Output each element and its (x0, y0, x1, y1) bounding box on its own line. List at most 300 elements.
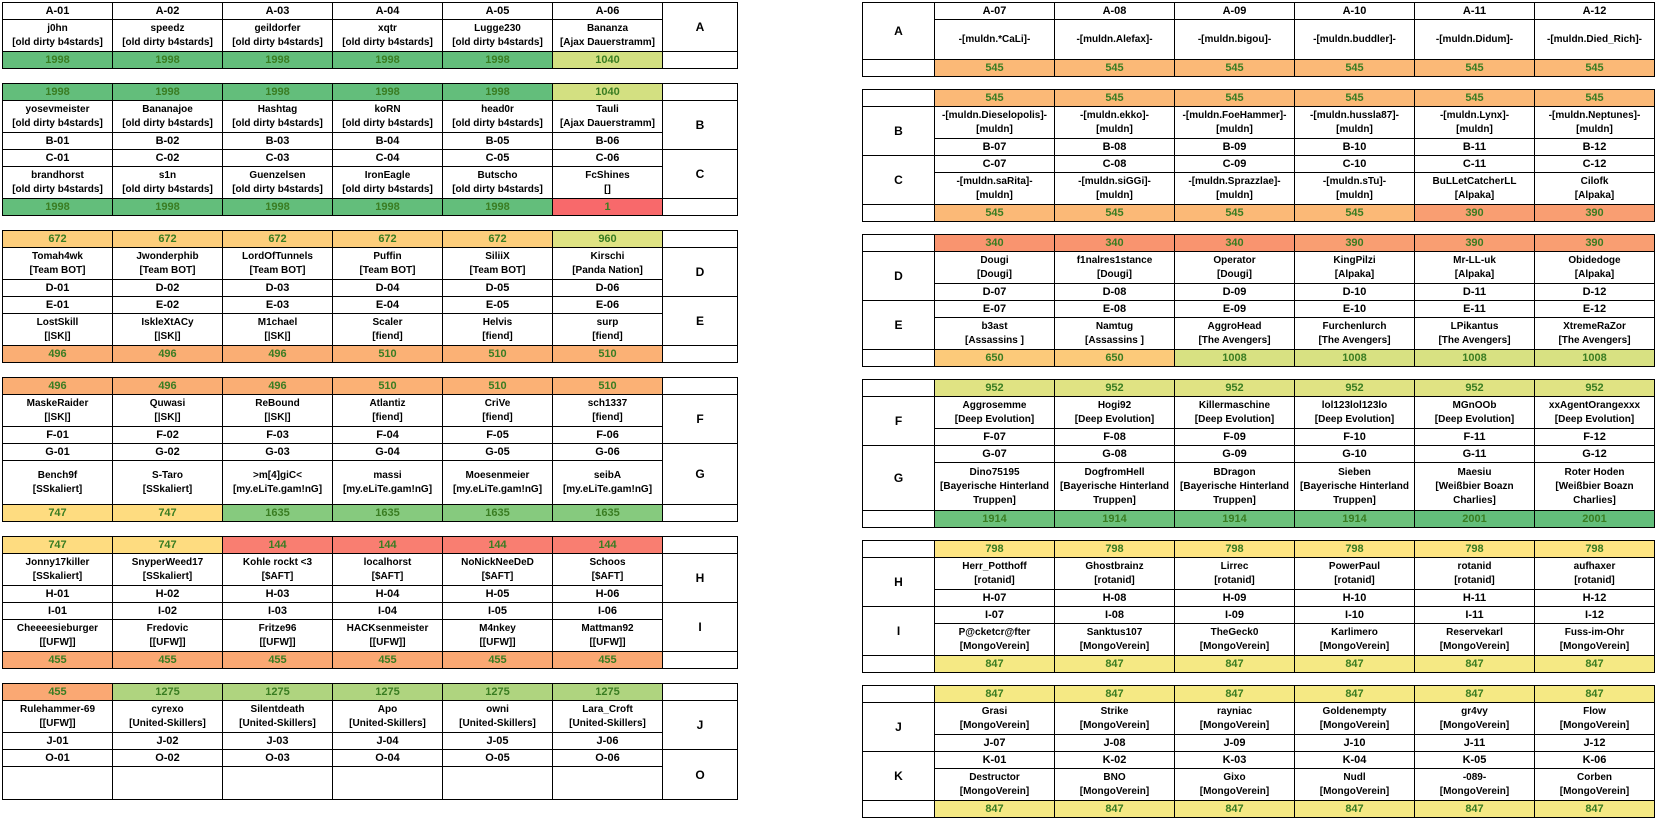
player-name: Operator (1213, 254, 1256, 266)
seat-code-cell: J-11 (1415, 735, 1535, 752)
player-name: IronEagle (364, 169, 411, 181)
player-name: Moesenmeier (465, 469, 530, 481)
clan-tag: [old dirty b4stards] (12, 117, 103, 129)
clan-tag: [[UFW]] (149, 636, 186, 648)
score-cell: 1 (553, 199, 663, 216)
clan-tag: [old dirty b4stards] (122, 183, 213, 195)
player-name: rotanid (1457, 560, 1492, 572)
clan-tag: [MongoVerein] (1559, 785, 1630, 797)
player-name: TheGeck0 (1210, 626, 1259, 638)
clan-tag: [old dirty b4stards] (342, 36, 433, 48)
player-cell (223, 767, 333, 800)
player-name: Karlimero (1331, 626, 1378, 638)
score-cell: 1008 (1415, 350, 1535, 367)
score-cell: 545 (1295, 60, 1415, 77)
player-name: Dougi (980, 254, 1009, 266)
player-name: LostSkill (36, 316, 79, 328)
score-cell: 1998 (223, 199, 333, 216)
seat-block (2, 377, 738, 522)
player-cell (113, 248, 223, 280)
player-cell (443, 248, 553, 280)
player-name: xxAgentOrangexxx (1548, 399, 1641, 411)
clan-tag: [United-Skillers] (569, 717, 646, 729)
row-label: O (663, 750, 738, 800)
seat-code-cell: C-04 (333, 150, 443, 167)
seat-code-cell: O-02 (113, 750, 223, 767)
clan-tag: [United-Skillers] (239, 717, 316, 729)
player-cell (1535, 252, 1655, 284)
player-cell (935, 703, 1055, 735)
seat-code-cell: D-09 (1175, 284, 1295, 301)
seat-block (2, 683, 738, 800)
clan-tag: [Deep Evolution] (1194, 413, 1275, 425)
clan-tag: [Bayerische Hinterland Truppen] (1300, 480, 1409, 506)
player-cell (1535, 173, 1655, 205)
row-label: D (863, 252, 935, 301)
score-cell: 455 (333, 652, 443, 669)
seat-code-cell: B-03 (223, 133, 333, 150)
clan-tag: [MongoVerein] (1319, 785, 1390, 797)
clan-tag: [MongoVerein] (1199, 719, 1270, 731)
score-cell: 1998 (113, 84, 223, 101)
row-label: F (663, 395, 738, 444)
player-name: IskleXtACy (141, 316, 194, 328)
player-cell (223, 20, 333, 52)
player-name: Destructor (969, 771, 1020, 783)
player-cell (1055, 20, 1175, 60)
seat-code-cell: D-01 (3, 280, 113, 297)
seat-code-cell: B-06 (553, 133, 663, 150)
seat-code-cell: G-12 (1535, 446, 1655, 463)
player-cell (113, 767, 223, 800)
seat-code-cell: J-05 (443, 733, 553, 750)
score-cell: 545 (1415, 90, 1535, 107)
seat-code-cell: C-01 (3, 150, 113, 167)
player-cell (1535, 107, 1655, 139)
player-name: owni (486, 703, 509, 715)
player-cell (1055, 703, 1175, 735)
clan-tag: [$AFT] (481, 570, 514, 582)
seat-code-cell: O-06 (553, 750, 663, 767)
player-name: Namtug (1095, 320, 1134, 332)
spacer-cell (863, 801, 935, 818)
player-cell (1295, 252, 1415, 284)
player-cell (1175, 558, 1295, 590)
player-cell (333, 701, 443, 733)
player-cell (935, 173, 1055, 205)
seat-code-cell: G-06 (553, 444, 663, 461)
score-cell: 545 (1055, 90, 1175, 107)
clan-tag: [MongoVerein] (1199, 640, 1270, 652)
score-cell: 510 (333, 346, 443, 363)
player-name: M4nkey (479, 622, 516, 634)
seat-code-cell: B-12 (1535, 139, 1655, 156)
clan-tag: [Alpaka] (1334, 268, 1375, 280)
clan-tag: [SSkaliert] (32, 570, 83, 582)
player-name: Bananajoe (142, 103, 193, 115)
player-name: Grasi (981, 705, 1008, 717)
clan-tag: [muldn] (1216, 189, 1253, 201)
seat-code-cell: H-03 (223, 586, 333, 603)
player-cell (333, 767, 443, 800)
seat-code-cell: J-01 (3, 733, 113, 750)
seat-code-cell: O-03 (223, 750, 333, 767)
player-cell (223, 101, 333, 133)
player-cell (3, 767, 113, 800)
row-label: H (863, 558, 935, 607)
player-cell (443, 101, 553, 133)
score-cell: 847 (1175, 656, 1295, 673)
player-name: Silentdeath (250, 703, 305, 715)
seat-code-cell: B-11 (1415, 139, 1535, 156)
clan-tag: [rotanid] (974, 574, 1015, 586)
player-name: Herr_Potthoff (962, 560, 1027, 572)
seat-code-cell: D-07 (935, 284, 1055, 301)
seat-code-cell: F-07 (935, 429, 1055, 446)
seat-code-cell: E-12 (1535, 301, 1655, 318)
player-name: localhorst (363, 556, 412, 568)
player-cell (1295, 558, 1415, 590)
player-name: Kirschi (590, 250, 625, 262)
clan-tag: [muldn] (1336, 189, 1373, 201)
score-cell: 847 (935, 686, 1055, 703)
player-cell (935, 107, 1055, 139)
score-cell: 1635 (443, 505, 553, 522)
score-cell: 847 (1415, 686, 1535, 703)
seat-code-cell: H-05 (443, 586, 553, 603)
seat-block (2, 230, 738, 363)
clan-tag: [old dirty b4stards] (452, 117, 543, 129)
player-cell (1535, 397, 1655, 429)
player-cell (1055, 463, 1175, 511)
seat-code-cell: I-12 (1535, 607, 1655, 624)
player-name: j0hn (47, 22, 68, 34)
clan-tag: [Assassins ] (1085, 334, 1144, 346)
player-name: Corben (1577, 771, 1612, 783)
player-name: Killermaschine (1198, 399, 1271, 411)
player-name: Strike (1100, 705, 1129, 717)
player-cell (1295, 318, 1415, 350)
score-cell: 496 (113, 378, 223, 395)
clan-tag: [MongoVerein] (959, 785, 1030, 797)
player-name: cyrexo (151, 703, 184, 715)
seat-block (862, 379, 1655, 528)
clan-tag: [muldn] (976, 123, 1013, 135)
seat-code-cell: C-02 (113, 150, 223, 167)
seat-code-cell: J-12 (1535, 735, 1655, 752)
player-name: -[muldn.Died_Rich]- (1547, 33, 1642, 45)
spacer-cell (663, 684, 738, 701)
score-cell: 1275 (553, 684, 663, 701)
player-cell (3, 554, 113, 586)
seat-code-cell: H-04 (333, 586, 443, 603)
player-cell (935, 463, 1055, 511)
player-name: Aggrosemme (962, 399, 1027, 411)
seat-code-cell: J-02 (113, 733, 223, 750)
seat-code-cell: A-09 (1175, 3, 1295, 20)
seat-code-cell: H-06 (553, 586, 663, 603)
player-name: koRN (374, 103, 401, 115)
clan-tag: [] (604, 183, 611, 195)
player-name: BNO (1103, 771, 1126, 783)
seat-code-cell: F-05 (443, 427, 553, 444)
clan-tag: [SSkaliert] (142, 483, 193, 495)
player-cell (3, 314, 113, 346)
player-name: -089- (1462, 771, 1487, 783)
row-label: J (863, 703, 935, 752)
score-cell: 1998 (443, 84, 553, 101)
player-cell (935, 769, 1055, 801)
player-name: brandhorst (31, 169, 84, 181)
score-cell: 747 (113, 505, 223, 522)
player-cell (1055, 173, 1175, 205)
seat-code-cell: J-08 (1055, 735, 1175, 752)
player-cell (1295, 397, 1415, 429)
player-cell (443, 314, 553, 346)
row-label: K (863, 752, 935, 801)
player-cell (553, 461, 663, 505)
player-name: Jwonderphib (136, 250, 199, 262)
seat-code-cell: E-01 (3, 297, 113, 314)
seat-code-cell: G-07 (935, 446, 1055, 463)
seat-code-cell: I-09 (1175, 607, 1295, 624)
score-cell: 1998 (223, 52, 333, 69)
player-name: -[muldn.hussla87]- (1310, 109, 1399, 121)
seat-code-cell: E-10 (1295, 301, 1415, 318)
player-name: Tauli (596, 103, 619, 115)
score-cell: 847 (1535, 801, 1655, 818)
score-cell: 2001 (1535, 511, 1655, 528)
player-name: Cheeeesieburger (16, 622, 99, 634)
seat-code-cell: B-05 (443, 133, 553, 150)
seat-code-cell: C-09 (1175, 156, 1295, 173)
seat-code-cell: A-06 (553, 3, 663, 20)
seat-code-cell: H-08 (1055, 590, 1175, 607)
clan-tag: [old dirty b4stards] (122, 117, 213, 129)
player-cell (553, 101, 663, 133)
clan-tag: [United-Skillers] (349, 717, 426, 729)
score-cell: 1008 (1295, 350, 1415, 367)
player-cell (1055, 397, 1175, 429)
clan-tag: [Alpaka] (1454, 268, 1495, 280)
seat-code-cell: H-01 (3, 586, 113, 603)
clan-tag: [fiend] (592, 330, 623, 342)
player-cell (935, 558, 1055, 590)
player-cell (1535, 703, 1655, 735)
player-name: Obidedoge (1568, 254, 1621, 266)
clan-tag: [my.eLiTe.gam!nG] (452, 483, 543, 495)
row-label: E (863, 301, 935, 350)
clan-tag: [Weißbier Boazn Charlies] (1555, 480, 1634, 506)
spacer-cell (863, 90, 935, 107)
seat-code-cell: C-03 (223, 150, 333, 167)
player-name: Lugge230 (474, 22, 521, 34)
player-cell (1175, 397, 1295, 429)
clan-tag: [Team BOT] (469, 264, 526, 276)
seat-code-cell: J-03 (223, 733, 333, 750)
player-name: -[muldn.saRita]- (956, 175, 1033, 187)
score-cell: 672 (223, 231, 333, 248)
player-cell (553, 395, 663, 427)
score-cell: 952 (1415, 380, 1535, 397)
row-label: C (663, 150, 738, 199)
player-cell (1535, 769, 1655, 801)
player-name: -[muldn.sTu]- (1322, 175, 1387, 187)
seat-code-cell: A-07 (935, 3, 1055, 20)
player-name: -[muldn.Lynx]- (1439, 109, 1510, 121)
player-cell (1295, 703, 1415, 735)
score-cell: 847 (935, 656, 1055, 673)
score-cell: 1008 (1175, 350, 1295, 367)
player-cell (333, 101, 443, 133)
score-cell: 1008 (1535, 350, 1655, 367)
score-cell: 496 (223, 378, 333, 395)
clan-tag: [MongoVerein] (1439, 785, 1510, 797)
score-cell: 1998 (3, 84, 113, 101)
score-cell: 960 (553, 231, 663, 248)
score-cell: 798 (1535, 541, 1655, 558)
player-cell (333, 167, 443, 199)
seat-block (2, 536, 738, 669)
player-name: NoNickNeeDeD (461, 556, 534, 568)
clan-tag: [[UFW]] (39, 636, 76, 648)
score-cell: 455 (443, 652, 553, 669)
clan-tag: [MongoVerein] (1319, 640, 1390, 652)
clan-tag: [muldn] (1096, 189, 1133, 201)
seat-block (2, 83, 738, 216)
player-cell (553, 620, 663, 652)
clan-tag: [Deep Evolution] (954, 413, 1035, 425)
seat-code-cell: I-03 (223, 603, 333, 620)
player-cell (1535, 20, 1655, 60)
seat-code-cell: C-06 (553, 150, 663, 167)
clan-tag: [The Avengers] (1198, 334, 1271, 346)
player-name: AggroHead (1207, 320, 1262, 332)
score-cell: 1914 (935, 511, 1055, 528)
player-name: Flow (1583, 705, 1606, 717)
seat-code-cell: A-01 (3, 3, 113, 20)
player-name: Rulehammer-69 (19, 703, 96, 715)
row-label: B (863, 107, 935, 156)
clan-tag: [fiend] (372, 411, 403, 423)
player-name: -[muldn.Sprazzlae]- (1188, 175, 1281, 187)
player-cell (1415, 173, 1535, 205)
clan-tag: [MongoVerein] (1319, 719, 1390, 731)
score-cell: 1998 (223, 84, 333, 101)
player-name: -[muldn.bigou]- (1197, 33, 1272, 45)
score-cell: 1275 (443, 684, 553, 701)
player-name: -[muldn.Alefax]- (1076, 33, 1153, 45)
clan-tag: [Ajax Dauerstramm] (559, 117, 656, 129)
score-cell: 390 (1415, 205, 1535, 222)
seat-code-cell: I-02 (113, 603, 223, 620)
seat-code-cell: F-04 (333, 427, 443, 444)
clan-tag: [Alpaka] (1574, 189, 1615, 201)
score-cell: 496 (3, 378, 113, 395)
player-name: >m[4]giC< (253, 469, 302, 481)
player-name: Lara_Croft (582, 703, 633, 715)
clan-tag: [The Avengers] (1318, 334, 1391, 346)
seating-table-left (2, 2, 738, 800)
seat-code-cell: G-08 (1055, 446, 1175, 463)
score-cell: 1998 (333, 84, 443, 101)
player-name: Reservekarl (1446, 626, 1503, 638)
clan-tag: [old dirty b4stards] (12, 183, 103, 195)
score-cell: 545 (935, 90, 1055, 107)
score-cell: 672 (443, 231, 553, 248)
score-cell: 847 (935, 801, 1055, 818)
player-cell (553, 767, 663, 800)
player-name: Furchenlurch (1322, 320, 1387, 332)
player-name: -[muldn.siGGi]- (1078, 175, 1151, 187)
seat-code-cell: A-10 (1295, 3, 1415, 20)
score-cell: 455 (553, 652, 663, 669)
seat-code-cell: I-11 (1415, 607, 1535, 624)
clan-tag: [Deep Evolution] (1434, 413, 1515, 425)
clan-tag: [Alpaka] (1454, 189, 1495, 201)
clan-tag: [muldn] (1216, 123, 1253, 135)
player-cell (113, 620, 223, 652)
seat-code-cell: G-09 (1175, 446, 1295, 463)
seating-table-right (862, 2, 1655, 818)
seat-code-cell: A-05 (443, 3, 553, 20)
score-cell: 390 (1535, 205, 1655, 222)
clan-tag: [old dirty b4stards] (12, 36, 103, 48)
row-label: C (863, 156, 935, 205)
seat-code-cell: F-06 (553, 427, 663, 444)
score-cell: 1635 (553, 505, 663, 522)
clan-tag: [Team BOT] (249, 264, 306, 276)
seat-code-cell: I-05 (443, 603, 553, 620)
player-name: -[muldn.Neptunes]- (1548, 109, 1641, 121)
player-name: Schoos (589, 556, 626, 568)
player-name: XtremeRaZor (1563, 320, 1626, 332)
score-cell: 545 (1055, 205, 1175, 222)
clan-tag: [Alpaka] (1574, 268, 1615, 280)
player-name: xqtr (378, 22, 397, 34)
player-cell (1175, 703, 1295, 735)
clan-tag: [MongoVerein] (1559, 640, 1630, 652)
score-cell: 545 (935, 205, 1055, 222)
clan-tag: [fiend] (482, 330, 513, 342)
seat-code-cell: C-11 (1415, 156, 1535, 173)
score-cell: 1635 (223, 505, 333, 522)
player-cell (223, 314, 333, 346)
clan-tag: [[UFW]] (369, 636, 406, 648)
player-cell (1175, 252, 1295, 284)
score-cell: 847 (1055, 801, 1175, 818)
player-cell (223, 167, 333, 199)
seat-code-cell: J-06 (553, 733, 663, 750)
clan-tag: [my.eLiTe.gam!nG] (232, 483, 323, 495)
seat-code-cell: C-07 (935, 156, 1055, 173)
seat-code-cell: J-07 (935, 735, 1055, 752)
player-cell (1415, 703, 1535, 735)
clan-tag: [my.eLiTe.gam!nG] (562, 483, 653, 495)
seat-code-cell: H-09 (1175, 590, 1295, 607)
spacer-cell (663, 537, 738, 554)
player-name: geildorfer (254, 22, 301, 34)
seat-code-cell: B-04 (333, 133, 443, 150)
player-cell (3, 620, 113, 652)
clan-tag: [MongoVerein] (1439, 719, 1510, 731)
clan-tag: [MongoVerein] (1199, 785, 1270, 797)
score-cell: 455 (223, 652, 333, 669)
player-cell (113, 20, 223, 52)
clan-tag: [Deep Evolution] (1074, 413, 1155, 425)
player-cell (443, 167, 553, 199)
seat-code-cell: I-06 (553, 603, 663, 620)
